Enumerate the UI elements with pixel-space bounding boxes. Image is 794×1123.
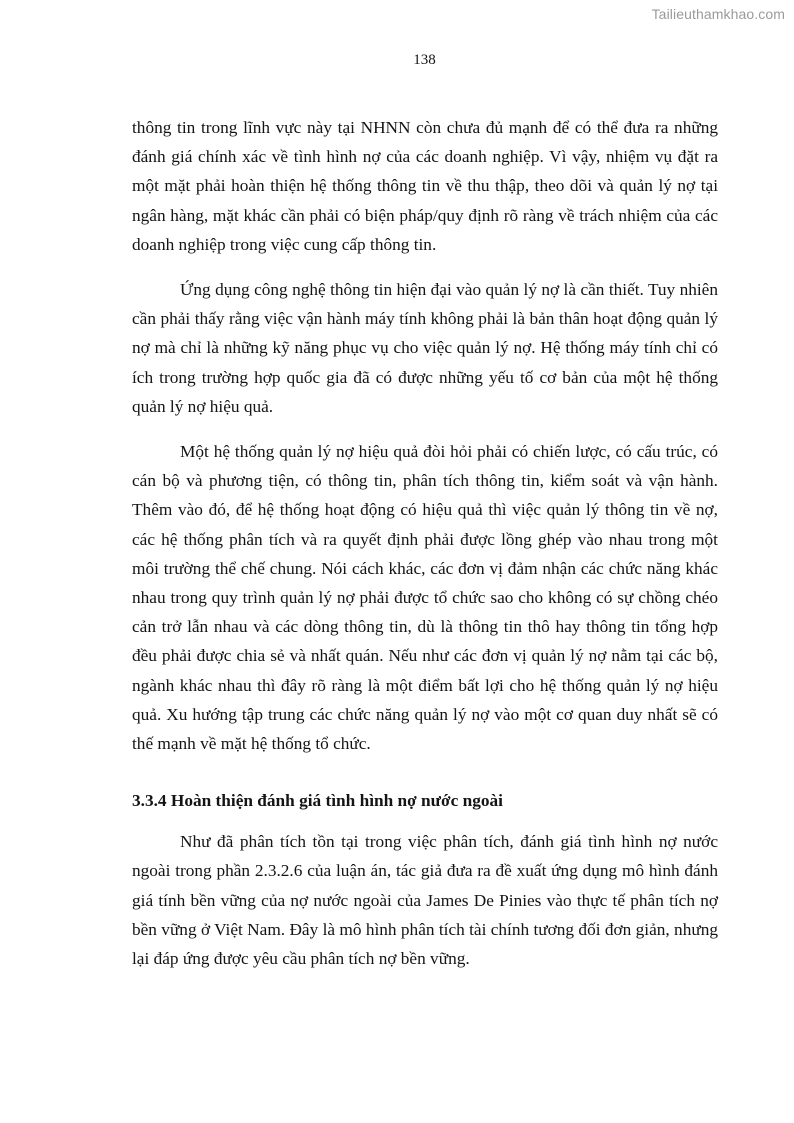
paragraph-it-application: Ứng dụng công nghệ thông tin hiện đại vào quản lý nợ là cần thiết. Tuy nhiên cần phải thấy rằng việc vận hành máy tính không phải là bản thân hoạt động quản lý nợ mà chỉ là những kỹ năng phục vụ cho việc quản lý nợ. Hệ thống máy tính chỉ có ích trong trường hợp quốc gia đã có được những yếu tố cơ bản của một hệ thống quản lý nợ hiệu quả. <box>132 280 718 416</box>
document-body <box>132 113 718 973</box>
watermark: Tailieuthamkhao.com <box>651 6 785 22</box>
page-number: 138 <box>413 52 436 68</box>
paragraph-debt-management-system: Một hệ thống quản lý nợ hiệu quả đòi hỏi phải có chiến lược, có cấu trúc, có cán bộ và phương tiện, có thông tin, phân tích thông tin, kiểm soát và vận hành. Thêm vào đó, để hệ thống hoạt động có hiệu quả thì việc quản lý thông tin về nợ, các hệ thống phân tích và ra quyết định phải được lồng ghép vào nhau trong một môi trường thể chế chung. Nói cách khác, các đơn vị đảm nhận các chức năng khác nhau trong quy trình quản lý nợ phải được tổ chức sao cho không có sự chồng chéo cản trở lẫn nhau và các dòng thông tin, dù là thông tin thô hay thông tin tổng hợp đều phải được chia sẻ và nhất quán. Nếu như các đơn vị quản lý nợ nằm tại các bộ, ngành khác nhau thì đây rõ ràng là một điểm bất lợi cho hệ thống quản lý nợ hiệu quả. Xu hướng tập trung các chức năng quản lý nợ vào một cơ quan duy nhất sẽ có thế mạnh về mặt hệ thống tổ chức. <box>132 442 718 754</box>
section-heading: 3.3.4 Hoàn thiện đánh giá tình hình nợ nước ngoài <box>132 791 503 811</box>
paragraph-continuation: thông tin trong lĩnh vực này tại NHNN còn chưa đủ mạnh để có thể đưa ra những đánh giá chính xác về tình hình nợ của các doanh nghiệp. Vì vậy, nhiệm vụ đặt ra một mặt phải hoàn thiện hệ thống thông tin về thu thập, theo dõi và quản lý nợ tại ngân hàng, mặt khác cần phải có biện pháp/quy định rõ ràng về trách nhiệm của các doanh nghiệp trong việc cung cấp thông tin. <box>132 118 718 254</box>
paragraph-external-debt-assessment: Như đã phân tích tồn tại trong việc phân tích, đánh giá tình hình nợ nước ngoài trong phần 2.3.2.6 của luận án, tác giả đưa ra đề xuất ứng dụng mô hình đánh giá tính bền vững của nợ nước ngoài của James De Pinies vào thực tế phân tích nợ bền vững ở Việt Nam. Đây là mô hình phân tích tài chính tương đối đơn giản, nhưng lại đáp ứng được yêu cầu phân tích nợ bền vững. <box>132 832 718 969</box>
